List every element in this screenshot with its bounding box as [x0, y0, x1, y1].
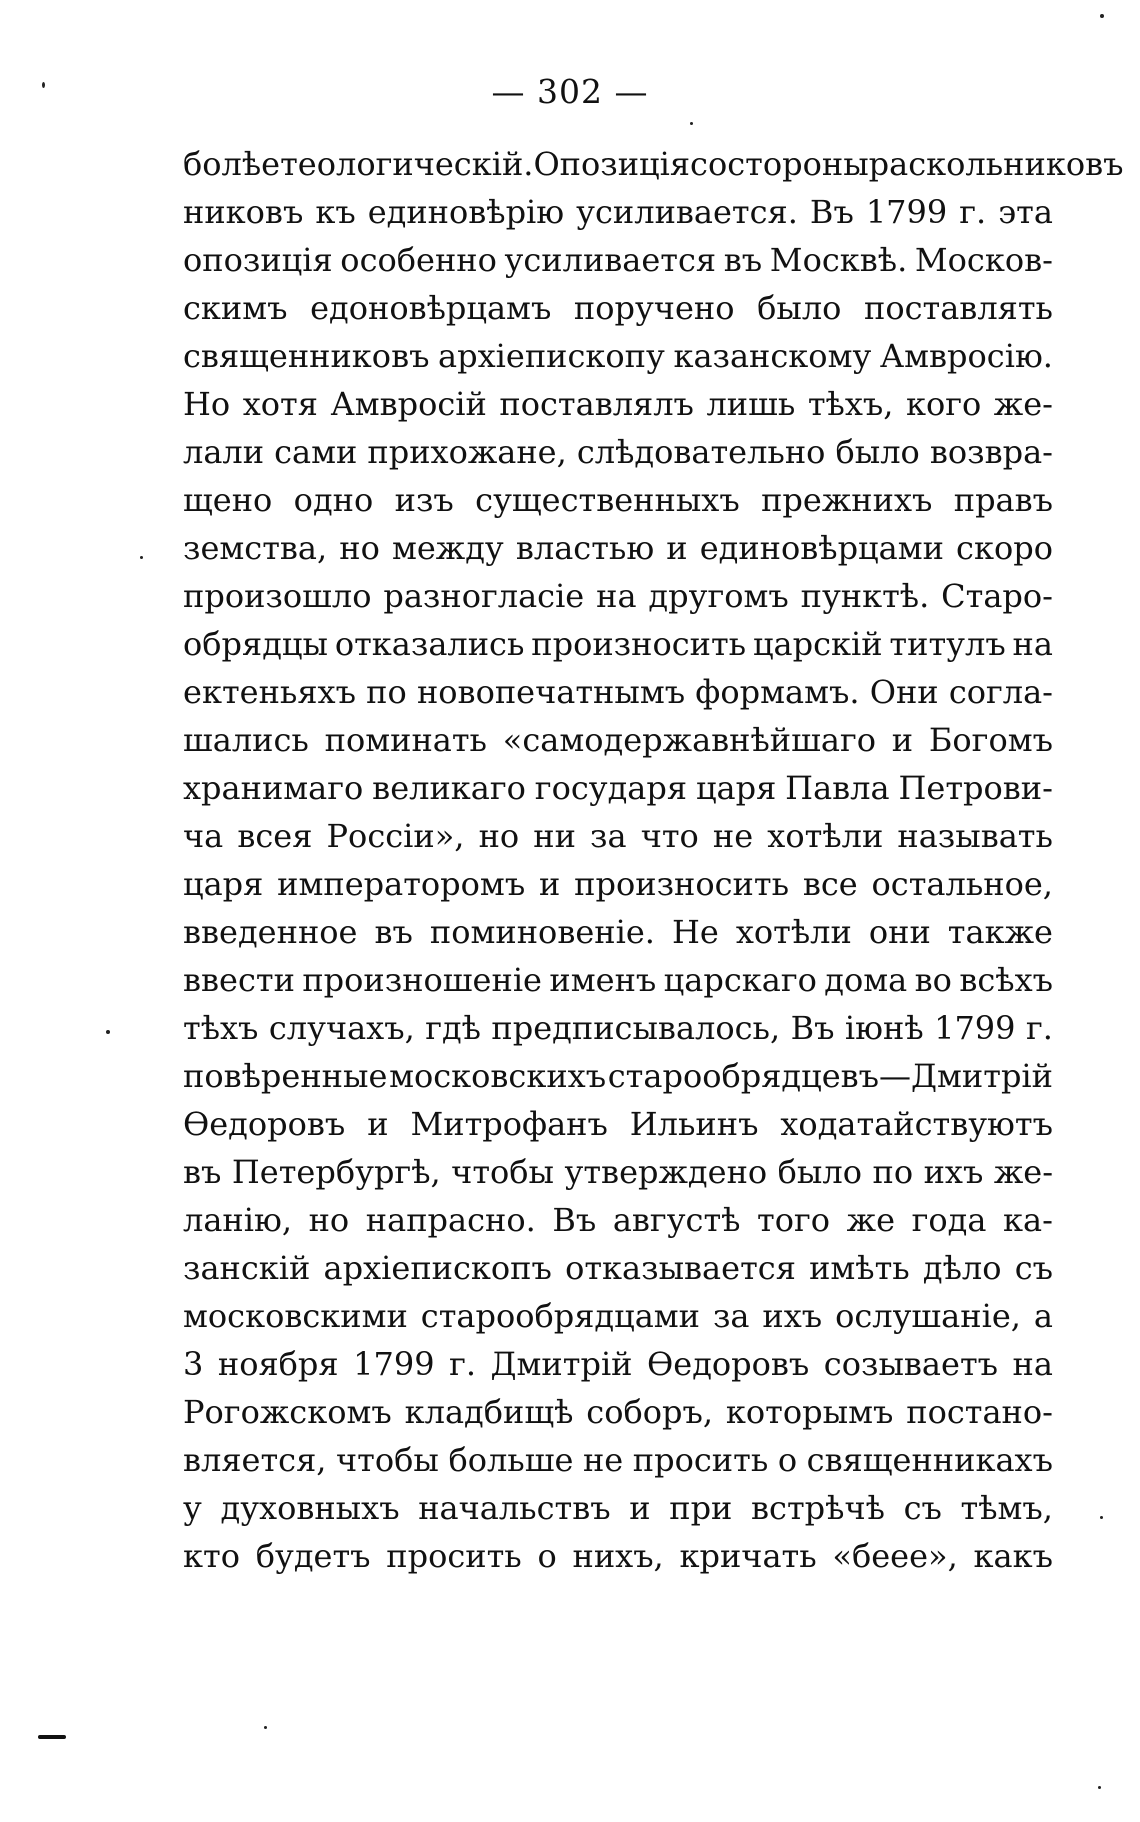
word: 1799 — [934, 1009, 1016, 1047]
word: при — [669, 1489, 733, 1527]
word: было — [777, 1153, 862, 1191]
word: за — [712, 1297, 750, 1335]
scan-speck — [1100, 1516, 1103, 1519]
word: Өедоровъ — [647, 1345, 810, 1383]
word: поминать — [324, 721, 487, 759]
word: произошло — [183, 577, 372, 615]
word: Въ — [790, 1009, 835, 1047]
word: съ — [1014, 1249, 1053, 1287]
word: всея — [237, 817, 313, 855]
word: а — [1033, 1297, 1053, 1335]
word: на — [1012, 1345, 1053, 1383]
word: какъ — [973, 1537, 1053, 1575]
word: 1799 — [353, 1345, 435, 1383]
scan-speck — [42, 82, 45, 88]
word: священникахъ — [806, 1441, 1053, 1479]
word: но — [478, 817, 520, 855]
word: возвра- — [929, 433, 1053, 471]
word: чтобы — [451, 1153, 555, 1191]
text-line — [183, 764, 1053, 812]
word: Въ — [552, 1201, 597, 1239]
scan-speck — [140, 556, 143, 559]
word: 3 — [183, 1345, 204, 1383]
word: одно — [293, 481, 374, 519]
word: лишь — [706, 385, 796, 423]
word: остальное, — [871, 865, 1053, 903]
word: Не — [671, 913, 719, 951]
word: старообрядцевъ—Дмитрій — [607, 1057, 1053, 1095]
word: но — [339, 529, 380, 567]
word: Петрови- — [898, 769, 1053, 807]
word: вляется, — [183, 1441, 327, 1479]
word: Амвросію. — [879, 337, 1053, 375]
word: кричать — [679, 1537, 817, 1575]
word: и — [539, 865, 561, 903]
text-line — [183, 1436, 1053, 1484]
word: московскими — [183, 1297, 408, 1335]
text-line — [183, 1244, 1053, 1292]
scan-speck — [1098, 1786, 1101, 1789]
word: дѣло — [922, 1249, 1002, 1287]
scan-speck — [264, 1726, 267, 1729]
scan-edge-mark — [38, 1735, 66, 1739]
word: тѣхъ, — [807, 385, 894, 423]
word: по — [872, 1153, 914, 1191]
word: на — [1012, 625, 1053, 663]
text-line — [183, 428, 1053, 476]
word: за — [590, 817, 627, 855]
word: по — [366, 673, 407, 711]
word: императоромъ — [277, 865, 526, 903]
word: эта — [998, 193, 1053, 231]
word: всѣхъ — [959, 961, 1053, 999]
word: Опозиція — [533, 145, 691, 183]
word: что — [640, 817, 699, 855]
word: напрасно. — [365, 1201, 536, 1239]
text-line — [183, 1532, 1053, 1580]
word: предписывалось, — [491, 1009, 781, 1047]
word: ланію, — [183, 1201, 292, 1239]
word: они — [868, 913, 931, 951]
word: начальствъ — [418, 1489, 611, 1527]
word: называть — [897, 817, 1053, 855]
word: будетъ — [255, 1537, 371, 1575]
word: теологическій. — [280, 145, 534, 183]
word: хотѣли — [767, 817, 884, 855]
word: о — [537, 1537, 557, 1575]
word: государя — [534, 769, 688, 807]
scan-speck — [106, 1030, 110, 1034]
word: сами — [274, 433, 358, 471]
word: единовѣрію — [367, 193, 565, 231]
text-line — [183, 476, 1053, 524]
word: тѣхъ — [183, 1009, 259, 1047]
word: постано- — [906, 1393, 1053, 1431]
word: и — [367, 1105, 389, 1143]
word: произносить — [531, 625, 747, 663]
word: царя — [695, 769, 777, 807]
word: царскаго — [663, 961, 817, 999]
word: поручено — [573, 289, 735, 327]
word: лали — [183, 433, 265, 471]
word: ноября — [217, 1345, 339, 1383]
word: щено — [183, 481, 273, 519]
text-line — [183, 380, 1053, 428]
word: Митрофанъ — [410, 1105, 608, 1143]
word: произношеніе — [302, 961, 542, 999]
word: единовѣрцами — [699, 529, 944, 567]
word: прихожане, — [367, 433, 567, 471]
word: изъ — [394, 481, 454, 519]
word: усиливается — [504, 241, 717, 279]
word: о — [777, 1441, 798, 1479]
word: и — [629, 1489, 651, 1527]
word: ихъ — [923, 1153, 984, 1191]
word: Москов- — [914, 241, 1053, 279]
text-line — [183, 1004, 1053, 1052]
text-line — [183, 332, 1053, 380]
word: Рогожскомъ — [183, 1393, 392, 1431]
word: великаго — [372, 769, 526, 807]
word: казанскому — [673, 337, 872, 375]
word: скимъ — [183, 289, 288, 327]
word: отказались — [334, 625, 525, 663]
word: въ — [374, 913, 413, 951]
word: Амвросій — [330, 385, 487, 423]
text-line — [183, 716, 1053, 764]
word: прежнихъ — [761, 481, 933, 519]
word: г. — [449, 1345, 476, 1383]
word: согла- — [948, 673, 1053, 711]
word: слѣдовательно — [576, 433, 826, 471]
word: хотя — [242, 385, 318, 423]
word: разногласіе — [383, 577, 585, 615]
word: земства, — [183, 529, 328, 567]
text-line — [183, 956, 1053, 1004]
word: нихъ, — [572, 1537, 664, 1575]
word: на — [596, 577, 637, 615]
word: болѣе — [183, 145, 281, 183]
word: не — [712, 817, 754, 855]
text-line — [183, 1340, 1053, 1388]
text-line — [183, 812, 1053, 860]
word: ни — [533, 817, 576, 855]
word: никовъ — [183, 193, 304, 231]
word: къ — [315, 193, 356, 231]
word: того — [757, 1201, 831, 1239]
text-line — [183, 236, 1053, 284]
word: правъ — [953, 481, 1053, 519]
text-line — [183, 1052, 1053, 1100]
page-number: — 302 — — [491, 72, 649, 111]
word: занскій — [183, 1249, 311, 1287]
word: же- — [993, 385, 1053, 423]
text-line — [183, 1100, 1053, 1148]
word: властью — [515, 529, 655, 567]
word: и — [666, 529, 688, 567]
word: Въ — [809, 193, 854, 231]
word: въ — [183, 1153, 222, 1191]
word: хотѣли — [735, 913, 852, 951]
word: поминовеніе. — [429, 913, 655, 951]
word: просить — [632, 1441, 769, 1479]
word: во — [914, 961, 952, 999]
word: и — [891, 721, 914, 759]
word: царскій — [752, 625, 883, 663]
word: кто — [183, 1537, 240, 1575]
word: опозиція — [183, 241, 333, 279]
word: шались — [183, 721, 309, 759]
word: Павла — [785, 769, 890, 807]
word: повѣренные — [183, 1057, 388, 1095]
word: архіепископъ — [323, 1249, 552, 1287]
word: ослушаніе, — [835, 1297, 1021, 1335]
word: новопечатнымъ — [416, 673, 686, 711]
word: формамъ. — [695, 673, 860, 711]
text-line — [183, 1148, 1053, 1196]
word: случахъ, — [268, 1009, 415, 1047]
text-line — [183, 188, 1053, 236]
word: іюнѣ — [844, 1009, 924, 1047]
word: года — [911, 1201, 987, 1239]
word: имѣть — [809, 1249, 910, 1287]
word: г. — [1025, 1009, 1053, 1047]
word: скоро — [956, 529, 1053, 567]
word: Но — [183, 385, 231, 423]
word: ходатайствуютъ — [780, 1105, 1053, 1143]
word: кладбищѣ — [404, 1393, 574, 1431]
word: духовныхъ — [220, 1489, 400, 1527]
word: Старо- — [941, 577, 1053, 615]
word: чтобы — [336, 1441, 439, 1479]
word: титулъ — [889, 625, 1006, 663]
word: дома — [824, 961, 908, 999]
word: усиливается. — [576, 193, 798, 231]
word: но — [308, 1201, 350, 1239]
word: Москвѣ. — [769, 241, 908, 279]
word: кого — [905, 385, 982, 423]
word: Ильинъ — [629, 1105, 759, 1143]
word: у — [183, 1489, 202, 1527]
word: ектеньяхъ — [183, 673, 356, 711]
word: архіепископу — [438, 337, 665, 375]
word: отказывается — [565, 1249, 796, 1287]
word: стороны — [727, 145, 869, 183]
word: просить — [386, 1537, 522, 1575]
word: также — [947, 913, 1053, 951]
text-line — [183, 572, 1053, 620]
word: которымъ — [725, 1393, 894, 1431]
word: особенно — [340, 241, 497, 279]
word: со — [690, 145, 728, 183]
text-line — [183, 908, 1053, 956]
word: хранимаго — [183, 769, 364, 807]
word: тѣмъ, — [960, 1489, 1053, 1527]
word: созываетъ — [823, 1345, 998, 1383]
word: соборъ, — [586, 1393, 713, 1431]
word: обрядцы — [183, 625, 328, 663]
word: утверждено — [564, 1153, 768, 1191]
word: поставлять — [864, 289, 1053, 327]
scan-speck — [690, 122, 693, 125]
word: же- — [993, 1153, 1053, 1191]
word: московскихъ — [389, 1057, 607, 1095]
word: существенныхъ — [475, 481, 740, 519]
word: было — [835, 433, 920, 471]
word: августѣ — [612, 1201, 741, 1239]
body-text — [183, 140, 1124, 1580]
word: было — [757, 289, 842, 327]
word: Россіи», — [326, 817, 465, 855]
text-line — [183, 1292, 1053, 1340]
text-line — [183, 668, 1053, 716]
word: Они — [869, 673, 939, 711]
word: именъ — [549, 961, 657, 999]
word: съ — [903, 1489, 942, 1527]
text-line — [183, 140, 1124, 188]
scan-speck — [1100, 14, 1104, 18]
word: другомъ — [648, 577, 789, 615]
word: поставлялъ — [499, 385, 694, 423]
word: произносить — [574, 865, 789, 903]
word: гдѣ — [425, 1009, 481, 1047]
text-line — [183, 1196, 1053, 1244]
word: Өедоровъ — [183, 1105, 346, 1143]
text-line — [183, 524, 1053, 572]
text-line — [183, 620, 1053, 668]
word: «беее», — [832, 1537, 958, 1575]
word: въ — [723, 241, 763, 279]
word: встрѣчѣ — [751, 1489, 885, 1527]
word: ча — [183, 817, 224, 855]
word: введенное — [183, 913, 358, 951]
word: раскольниковъ — [868, 145, 1124, 183]
word: Петербургѣ, — [231, 1153, 441, 1191]
word: 1799 — [865, 193, 948, 231]
word: едоновѣрцамъ — [310, 289, 552, 327]
word: все — [802, 865, 858, 903]
word: не — [582, 1441, 624, 1479]
word: Дмитрій — [490, 1345, 633, 1383]
text-line — [183, 1388, 1053, 1436]
word: священниковъ — [183, 337, 430, 375]
text-line — [183, 860, 1053, 908]
word: пунктѣ. — [800, 577, 930, 615]
text-line — [183, 284, 1053, 332]
word: Богомъ — [928, 721, 1053, 759]
word: «самодержавнѣйшаго — [502, 721, 876, 759]
word: царя — [183, 865, 264, 903]
word: г. — [959, 193, 987, 231]
word: же — [846, 1201, 895, 1239]
word: ихъ — [762, 1297, 823, 1335]
text-line — [183, 1484, 1053, 1532]
word: между — [391, 529, 504, 567]
word: ввести — [183, 961, 295, 999]
word: старообрядцами — [420, 1297, 700, 1335]
word: больше — [448, 1441, 574, 1479]
word: ка- — [1003, 1201, 1053, 1239]
